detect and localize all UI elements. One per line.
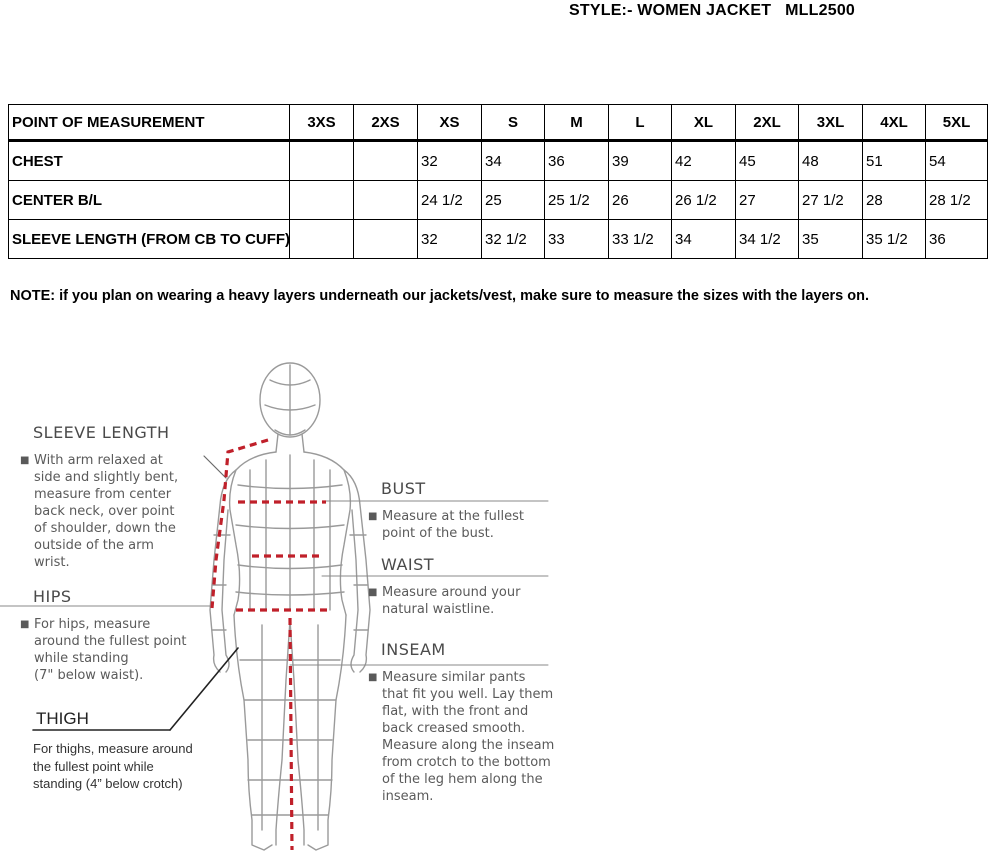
text-line: from crotch to the bottom [382,755,551,770]
table-cell: 27 1/2 [799,181,863,220]
text-line: measure from center [34,487,172,502]
waist-title: WAIST [381,555,435,574]
table-cell: 32 1/2 [482,220,545,259]
table-cell: 26 [609,181,672,220]
table-cell: 45 [736,141,799,181]
sleeve-length-title: SLEEVE LENGTH [33,423,170,442]
bullet-icon: ■ [20,455,30,466]
table-cell [354,141,418,181]
text-line: around the fullest point [34,634,187,649]
hips-instructions [20,616,187,684]
text-line: (7" below waist). [34,668,144,683]
text-line: Measure around your [382,585,521,600]
text-line: outside of the arm [34,538,154,553]
hips-title: HIPS [33,587,72,606]
text-line: while standing [34,651,129,666]
text-line: Measure at the fullest [382,509,524,524]
table-cell: 42 [672,141,736,181]
table-cell: 24 1/2 [418,181,482,220]
text-line: For hips, measure [34,617,151,632]
table-row [9,220,988,259]
table-cell: 35 1/2 [863,220,926,259]
text-line: inseam. [382,789,434,804]
table-cell [354,181,418,220]
table-cell: 26 1/2 [672,181,736,220]
table-cell: 28 1/2 [926,181,988,220]
table-cell [290,220,354,259]
bust-title: BUST [381,479,426,498]
header-cell: 2XS [354,105,418,141]
table-header-row [9,105,988,141]
header-cell: M [545,105,609,141]
text-line: flat, with the front and [382,704,529,719]
inseam-instructions [368,669,554,805]
text-line: natural waistline. [382,602,495,617]
table-cell: 34 [482,141,545,181]
table-cell: 34 [672,220,736,259]
table-cell [354,220,418,259]
table-cell: 36 [545,141,609,181]
header-cell: 2XL [736,105,799,141]
layering-note: NOTE: if you plan on wearing a heavy layers underneath our jackets/vest, make sure to measure the sizes with the layers on. [10,288,870,304]
text-line: back neck, over point [34,504,175,519]
header-cell: 5XL [926,105,988,141]
table-cell: 25 1/2 [545,181,609,220]
table-cell: 33 [545,220,609,259]
table-cell: 32 [418,220,482,259]
sleeve-length-instructions [20,452,178,571]
header-cell: XS [418,105,482,141]
header-cell: POINT OF MEASUREMENT [9,105,290,141]
text-line: Measure similar pants [382,670,526,685]
header-cell: 3XL [799,105,863,141]
text-line: wrist. [34,555,70,570]
inseam-title: INSEAM [381,640,446,659]
bullet-icon: ■ [20,619,30,630]
bullet-icon: ■ [368,511,378,522]
table-cell: 32 [418,141,482,181]
thigh-title: THIGH [36,709,89,728]
table-cell: 27 [736,181,799,220]
table-row [9,181,988,220]
thigh-instructions [33,740,193,793]
text-line: standing (4” below crotch) [33,776,183,791]
style-title: STYLE:- WOMEN JACKET MLL2500 [569,2,856,19]
header-cell: 3XS [290,105,354,141]
table-cell: 25 [482,181,545,220]
header-cell: XL [672,105,736,141]
bust-instructions [368,508,524,542]
text-line: side and slightly bent, [34,470,179,485]
table-cell: 35 [799,220,863,259]
waist-instructions [368,584,520,618]
bullet-icon: ■ [368,587,378,598]
text-line: that fit you well. Lay them [382,687,554,702]
table-cell: 51 [863,141,926,181]
bullet-icon: ■ [368,672,378,683]
table-cell: 39 [609,141,672,181]
table-cell: 33 1/2 [609,220,672,259]
row-label: CHEST [9,141,290,181]
text-line: of the leg hem along the [382,772,543,787]
measurement-guide [0,360,992,861]
text-line: For thighs, measure around [33,741,193,756]
table-cell: 34 1/2 [736,220,799,259]
header-cell: 4XL [863,105,926,141]
text-line: back creased smooth. [382,721,526,736]
text-line: of shoulder, down the [34,521,176,536]
header-cell: S [482,105,545,141]
size-chart-table [8,104,988,259]
table-cell: 36 [926,220,988,259]
table-cell: 48 [799,141,863,181]
row-label: SLEEVE LENGTH (FROM CB TO CUFF) [9,220,290,259]
table-cell: 28 [863,181,926,220]
row-label: CENTER B/L [9,181,290,220]
text-line: point of the bust. [382,526,494,541]
text-line: the fullest point while [33,758,154,774]
table-cell [290,141,354,181]
text-line: With arm relaxed at [34,453,163,468]
header-cell: L [609,105,672,141]
text-line: Measure along the inseam [382,738,555,753]
table-cell [290,181,354,220]
table-cell: 54 [926,141,988,181]
table-row [9,141,988,181]
